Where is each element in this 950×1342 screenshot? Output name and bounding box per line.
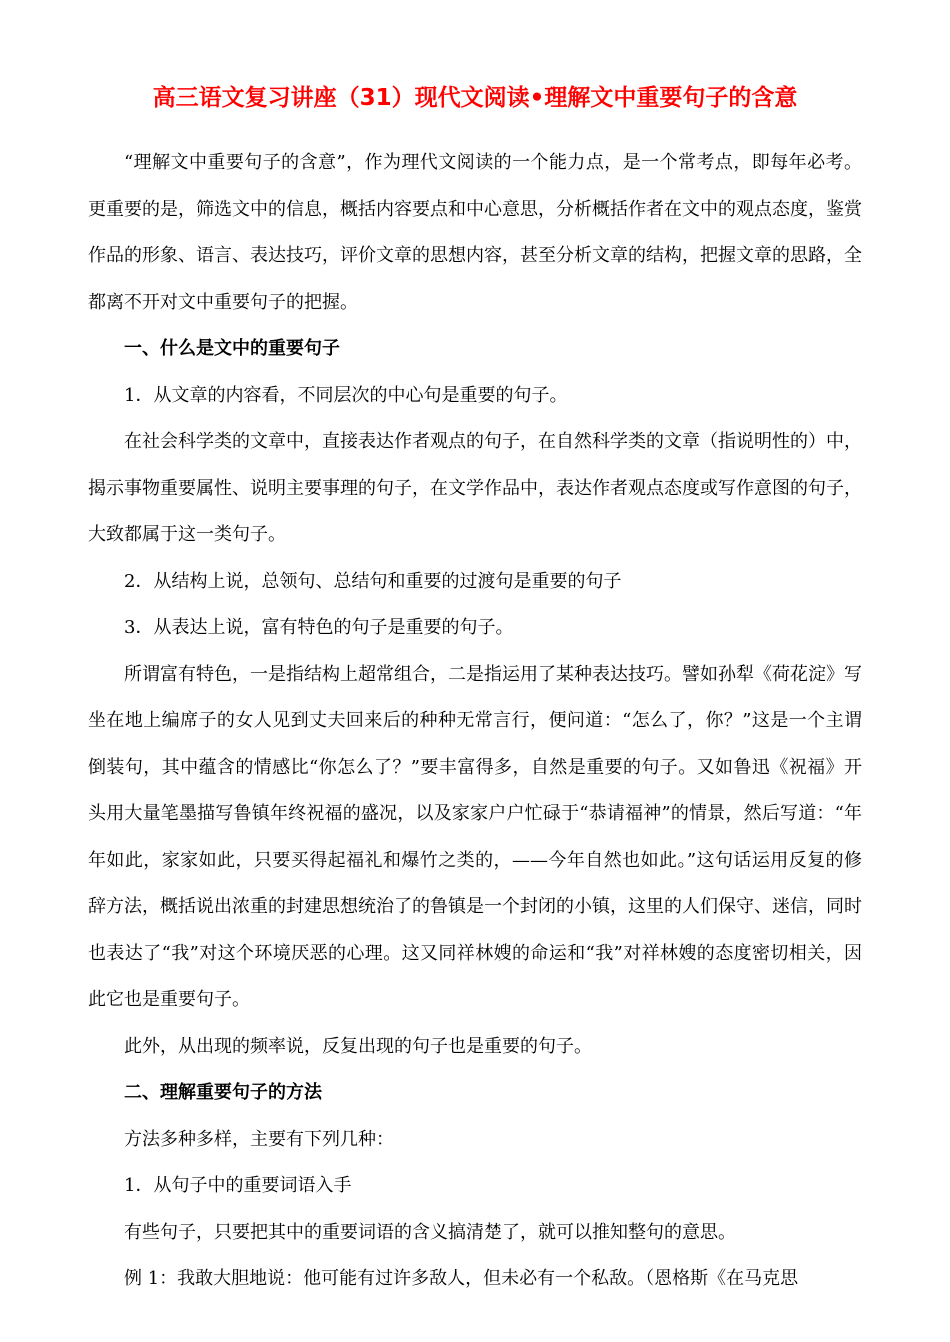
section-heading-1: 一、什么是文中的重要句子 <box>124 338 340 359</box>
document-title: 高三语文复习讲座（31）现代文阅读•理解文中重要句子的含意 <box>152 85 798 111</box>
document-body <box>88 140 862 1303</box>
section-heading-2: 二、理解重要句子的方法 <box>124 1082 322 1103</box>
intro-paragraph: “理解文中重要句子的含意”，作为理代文阅读的一个能力点，是一个常考点，即每年必考。更重要的是，筛选文中的信息，概括内容要点和中心意思，分析概括作者在文中的观点态度，鉴赏作品的形象、语言、表达技巧，评价文章的思想内容，甚至分析文章的结构，把握文章的思路，全都离不开对文中重要句子的把握。 <box>88 152 862 313</box>
example-1-paragraph: 例 1：我敢大胆地说：他可能有过许多敌人，但未必有一个私敌。（恩格斯《在马克思 <box>124 1268 799 1289</box>
methods-intro: 方法多种多样，主要有下列几种： <box>124 1128 394 1150</box>
point-2-paragraph: 2．从结构上说，总领句、总结句和重要的过渡句是重要的句子 <box>124 570 622 592</box>
document-page <box>88 76 862 1303</box>
point-3-explanation: 所谓富有特色，一是指结构上超常组合，二是指运用了某种表达技巧。譬如孙犁《荷花淀》写坐在地上编席子的女人见到丈夫回来后的种种无常言行，便问道：“怎么了，你？”这是一个主谓倒装句，其中蕴含的情感比“你怎么了？”要丰富得多，自然是重要的句子。又如鲁迅《祝福》开头用大量笔墨描写鲁镇年终祝福的盛况，以及家家户户忙碌于“恭请福神”的情景，然后写道：“年年如此，家家如此，只要买得起福礼和爆竹之类的，——今年自然也如此。”这句话运用反复的修辞方法，概括说出浓重的封建思想统治了的鲁镇是一个封闭的小镇，这里的人们保守、迷信，同时也表达了“我”对这个环境厌恶的心理。这又同祥林嫂的命运和“我”对祥林嫂的态度密切相关，因此它也是重要句子。 <box>88 663 862 1010</box>
point-1-explanation: 在社会科学类的文章中，直接表达作者观点的句子，在自然科学类的文章（指说明性的）中，揭示事物重要属性、说明主要事理的句子，在文学作品中，表达作者观点态度或写作意图的句子，大致都属于这一类句子。 <box>88 431 862 545</box>
point-3-paragraph: 3．从表达上说，富有特色的句子是重要的句子。 <box>124 617 514 638</box>
point-1-paragraph: 1．从文章的内容看，不同层次的中心句是重要的句子。 <box>124 384 568 406</box>
frequency-paragraph: 此外，从出现的频率说，反复出现的句子也是重要的句子。 <box>124 1035 592 1057</box>
method-1-paragraph: 1．从句子中的重要词语入手 <box>124 1175 352 1196</box>
method-1-explanation: 有些句子，只要把其中的重要词语的含义搞清楚了，就可以推知整句的意思。 <box>124 1221 736 1243</box>
